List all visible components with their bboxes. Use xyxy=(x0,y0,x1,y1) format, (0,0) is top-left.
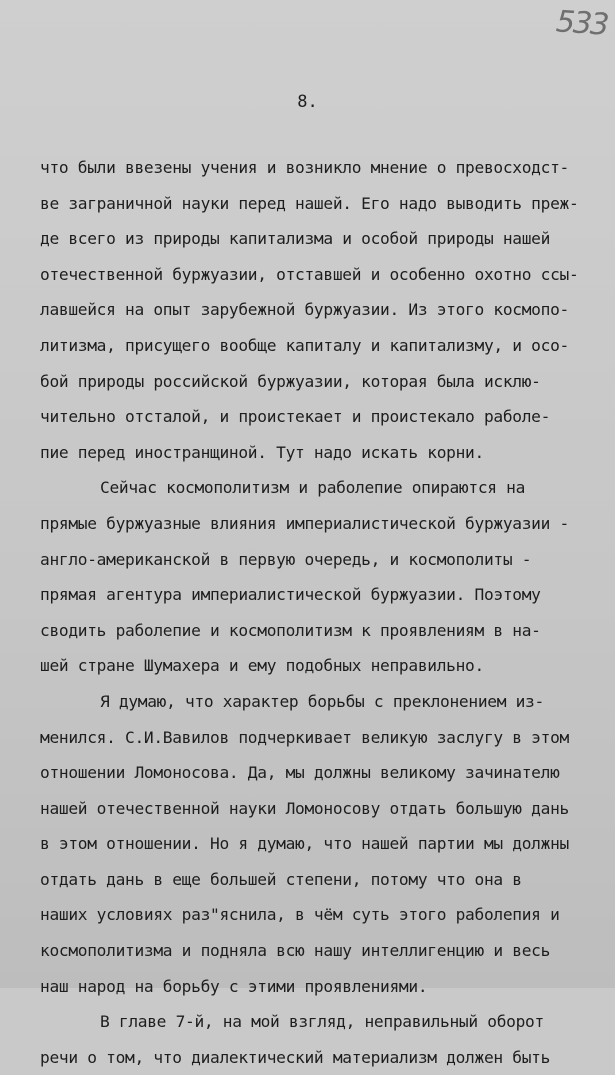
text-line: лавшейся на опыт зарубежной буржуазии. Из этого космопо- xyxy=(40,300,569,320)
text-line: что были ввезены учения и возникло мнение о превосходст- xyxy=(40,158,569,177)
text-line: нашей отечественной науки Ломоносову отдать большую дань xyxy=(40,798,569,818)
text-line: в этом отношении. Но я думаю, что нашей партии мы должны xyxy=(40,834,569,854)
text-line: наш народ на борьбу с этими проявлениями. xyxy=(40,976,428,996)
text-line: де всего из природы капитализма и особой природы нашей xyxy=(40,229,551,249)
text-line: менился. С.И.Вавилов подчеркивает великую заслугу в этом xyxy=(40,727,569,747)
text-line: литизма, присущего вообще капиталу и капитализму, и осо- xyxy=(40,335,569,355)
text-line: англо-американской в первую очередь, и космополиты - xyxy=(40,549,532,569)
text-line: прямые буржуазные влияния империалистической буржуазии - xyxy=(40,513,569,533)
archive-page-number: 533 xyxy=(554,4,609,43)
text-line: ве заграничной науки перед нашей. Его надо выводить преж- xyxy=(40,193,579,213)
text-line: отдать дань в еще большей степени, потому что она в xyxy=(40,869,522,889)
page-number: 8. xyxy=(297,92,318,112)
paragraph-first-line: Я думаю, что характер борьбы с преклонением из- xyxy=(100,691,544,711)
text-line: пие перед иностранщиной. Тут надо искать корни. xyxy=(40,442,484,462)
text-line: отечественной буржуазии, отставшей и особенно охотно ссы- xyxy=(40,264,579,284)
text-line: шей стране Шумахера и ему подобных неправильно. xyxy=(40,656,484,676)
text-line: речи о том, что диалектический материализм должен быть xyxy=(40,1047,551,1067)
text-line: чительно отсталой, и проистекает и проистекало раболе- xyxy=(40,407,551,427)
text-line: прямая агентура империалистической буржуазии. Поэтому xyxy=(40,585,541,605)
text-line: космополитизма и подняла всю нашу интеллигенцию и весь xyxy=(40,941,551,961)
body-text xyxy=(40,150,600,1075)
text-line: отношении Ломоносова. Да, мы должны великому зачинателю xyxy=(40,763,560,783)
paragraph-first-line: Сейчас космополитизм и раболепие опираются на xyxy=(100,478,526,498)
text-line: сводить раболепие и космополитизм к проявлениям в на- xyxy=(40,620,541,640)
text-line: бой природы российской буржуазии, которая была исклю- xyxy=(40,371,541,391)
paragraph-first-line: В главе 7-й, на мой взгляд, неправильный оборот xyxy=(100,1012,544,1032)
text-line: наших условиях раз"яснила, в чём суть этого раболепия и xyxy=(40,905,560,925)
